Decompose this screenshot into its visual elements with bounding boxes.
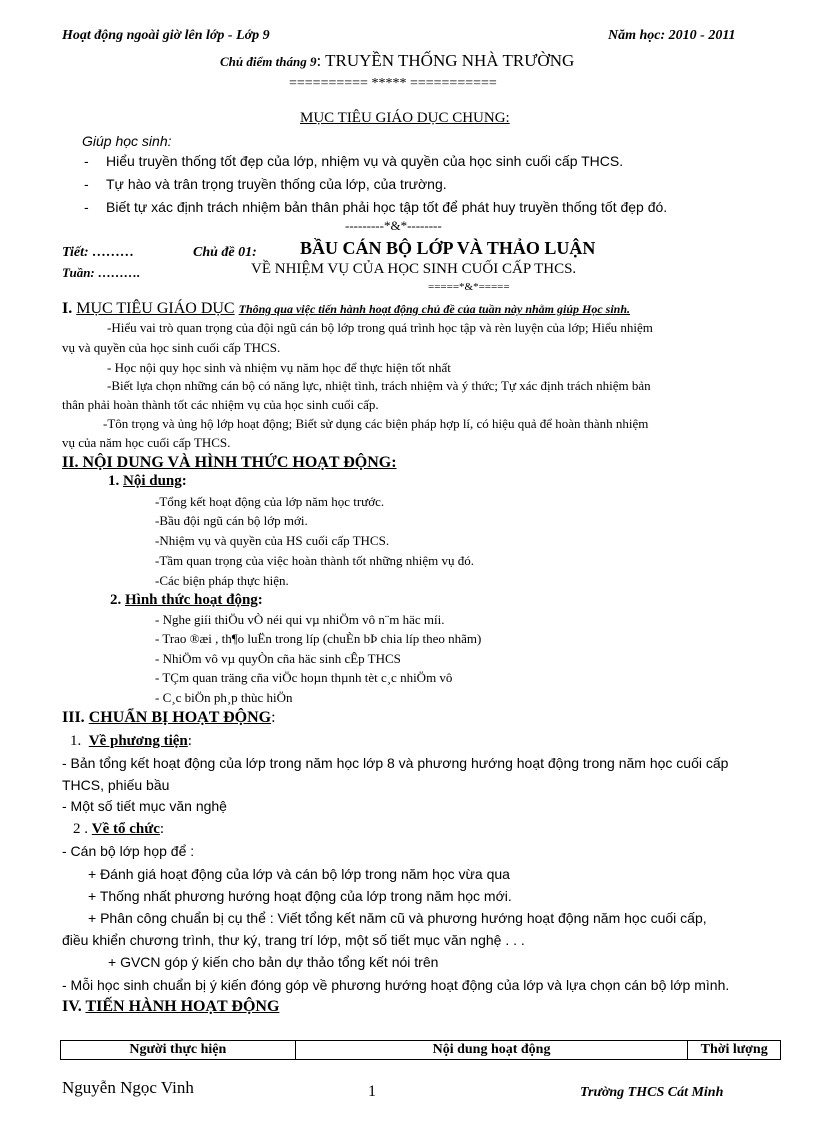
period-label: Tiết: ……… bbox=[62, 245, 135, 260]
org-item: + Đánh giá hoạt động của lớp và cán bộ lớp trong năm học vừa qua bbox=[88, 866, 510, 882]
section1-p3: -Biết lựa chọn những cán bộ có năng lực, nhiệt tình, trách nhiệm và ý thức; Tự xác định trách nhiệm bản bbox=[107, 378, 651, 393]
section3-heading: III. CHUẨN BỊ HOẠT ĐỘNG: bbox=[62, 709, 276, 726]
lesson-title-line2: VỀ NHIỆM VỤ CỦA HỌC SINH CUỐI CẤP THCS. bbox=[251, 261, 577, 277]
form-item: - Nghe giíi thiÖu vÒ néi qui vµ nhiÖm vô n¨m häc míi. bbox=[155, 612, 445, 627]
goal-item: - Biết tự xác định trách nhiệm bản thân phải học tập tốt để phát huy truyền thống tốt đẹp đó. bbox=[84, 199, 668, 215]
section2-sub1: 1. Nội dung: bbox=[108, 473, 187, 489]
general-goal-title: MỤC TIÊU GIÁO DỤC CHUNG: bbox=[300, 110, 510, 126]
content-item: -Bầu đội ngũ cán bộ lớp mới. bbox=[155, 513, 308, 528]
section4-heading: IV. TIẾN HÀNH HOẠT ĐỘNG bbox=[62, 998, 280, 1015]
theme-label: Chủ điểm tháng 9 bbox=[220, 54, 317, 69]
header-right: Năm học: 2010 - 2011 bbox=[608, 28, 736, 43]
table-header-cell: Người thực hiện bbox=[61, 1041, 296, 1060]
section1-heading: I. MỤC TIÊU GIÁO DỤC Thông qua việc tiến hành hoạt động chủ đề của tuần này nhằm giúp Học sinh. bbox=[62, 300, 631, 317]
table-header-row bbox=[61, 1041, 781, 1060]
section1-p3-cont: thân phải hoàn thành tốt các nhiệm vụ của học sinh cuối cấp. bbox=[62, 397, 379, 412]
section1-p2: - Học nội quy học sinh và nhiệm vụ năm học để thực hiện tốt nhất bbox=[107, 360, 451, 375]
week-label: Tuần: ………. bbox=[62, 265, 141, 280]
section1-p4-cont: vụ của năm học cuối cấp THCS. bbox=[62, 435, 231, 450]
section1-p1: -Hiểu vai trò quan trọng của đội ngũ cán bộ lớp trong quá trình học tập và rèn luyện của lớp; Hiểu nhiệm bbox=[107, 320, 653, 335]
content-item: -Tổng kết hoạt động của lớp năm học trước. bbox=[155, 494, 385, 509]
header-left: Hoạt động ngoài giờ lên lớp - Lớp 9 bbox=[62, 28, 270, 43]
section3-sub1: 1. Về phương tiện: bbox=[70, 733, 192, 749]
org-intro: - Cán bộ lớp họp để : bbox=[62, 843, 195, 859]
org-item: + Thống nhất phương hướng hoạt động của lớp trong năm học mới. bbox=[88, 888, 512, 904]
help-label: Giúp học sinh: bbox=[82, 133, 172, 149]
org-gvcn: + GVCN góp ý kiến cho bản dự thảo tổng kết nói trên bbox=[108, 954, 439, 970]
lesson-separator: =====*&*===== bbox=[428, 281, 510, 293]
theme-divider: ========== ***** =========== bbox=[289, 76, 497, 91]
form-item: - NhiÖm vô vµ quyÒn cña häc sinh cÊp THCS bbox=[155, 651, 401, 666]
activity-table bbox=[60, 1040, 781, 1060]
table-header-cell: Nội dung hoạt động bbox=[295, 1041, 688, 1060]
topic-label: Chủ đề 01: bbox=[193, 245, 257, 260]
section1-p4: -Tôn trọng và ủng hộ lớp hoạt động; Biết sử dụng các biện pháp hợp lí, có hiệu quả để hoàn thành nhiệm bbox=[103, 416, 649, 431]
section2-heading: II. NỘI DUNG VÀ HÌNH THỨC HOẠT ĐỘNG: bbox=[62, 454, 397, 471]
section2-sub2: 2. Hình thức hoạt động: bbox=[110, 592, 263, 608]
means-1: - Bản tổng kết hoạt động của lớp trong năm học lớp 8 và phương hướng hoạt động trong năm học cuối cấp bbox=[62, 755, 729, 771]
theme-title: : TRUYỀN THỐNG NHÀ TRƯỜNG bbox=[316, 51, 575, 70]
footer-page-number: 1 bbox=[368, 1083, 376, 1100]
goal-item: - Hiểu truyền thống tốt đẹp của lớp, nhiệm vụ và quyền của học sinh cuối cấp THCS. bbox=[84, 153, 624, 169]
lesson-title-line1: BẦU CÁN BỘ LỚP VÀ THẢO LUẬN bbox=[300, 238, 596, 258]
section1-p1-cont: vụ và quyền của học sinh cuối cấp THCS. bbox=[62, 340, 281, 355]
theme-heading bbox=[220, 51, 574, 71]
form-item: - Trao ®æi , th¶o luËn trong líp (chuÈn bÞ chia líp theo nhãm) bbox=[155, 631, 482, 646]
content-item: -Các biện pháp thực hiện. bbox=[155, 573, 289, 588]
footer-author: Nguyễn Ngọc Vinh bbox=[62, 1078, 194, 1097]
form-item: - TÇm quan träng cña viÖc hoµn thµnh tèt c¸c nhiÖm vô bbox=[155, 670, 453, 685]
table-header-cell: Thời lượng bbox=[688, 1041, 781, 1060]
theme-separator: ---------*&*-------- bbox=[345, 218, 442, 233]
org-item: + Phân công chuẩn bị cụ thể : Viết tổng kết năm cũ và phương hướng hoạt động năm học cuối cấp, bbox=[88, 910, 707, 926]
goal-item: - Tự hào và trân trọng truyền thống của lớp, của trường. bbox=[84, 176, 447, 192]
means-2: - Một số tiết mục văn nghệ bbox=[62, 798, 227, 814]
section3-sub2: 2 . Về tổ chức: bbox=[73, 821, 165, 837]
form-item: - C¸c biÖn ph¸p thùc hiÖn bbox=[155, 690, 293, 705]
org-last: - Mỗi học sinh chuẩn bị ý kiến đóng góp về phương hướng hoạt động của lớp và lựa chọn cán bộ lớp mình. bbox=[62, 977, 730, 993]
footer-school: Trường THCS Cát Minh bbox=[580, 1085, 724, 1100]
content-item: -Nhiệm vụ và quyền của HS cuối cấp THCS. bbox=[155, 533, 390, 548]
org-item-cont: điều khiển chương trình, thư ký, trang trí lớp, một số tiết mục văn nghệ . . . bbox=[62, 932, 525, 948]
content-item: -Tầm quan trọng của việc hoàn thành tốt những nhiệm vụ đó. bbox=[155, 553, 474, 568]
means-1-cont: THCS, phiếu bầu bbox=[62, 777, 170, 793]
